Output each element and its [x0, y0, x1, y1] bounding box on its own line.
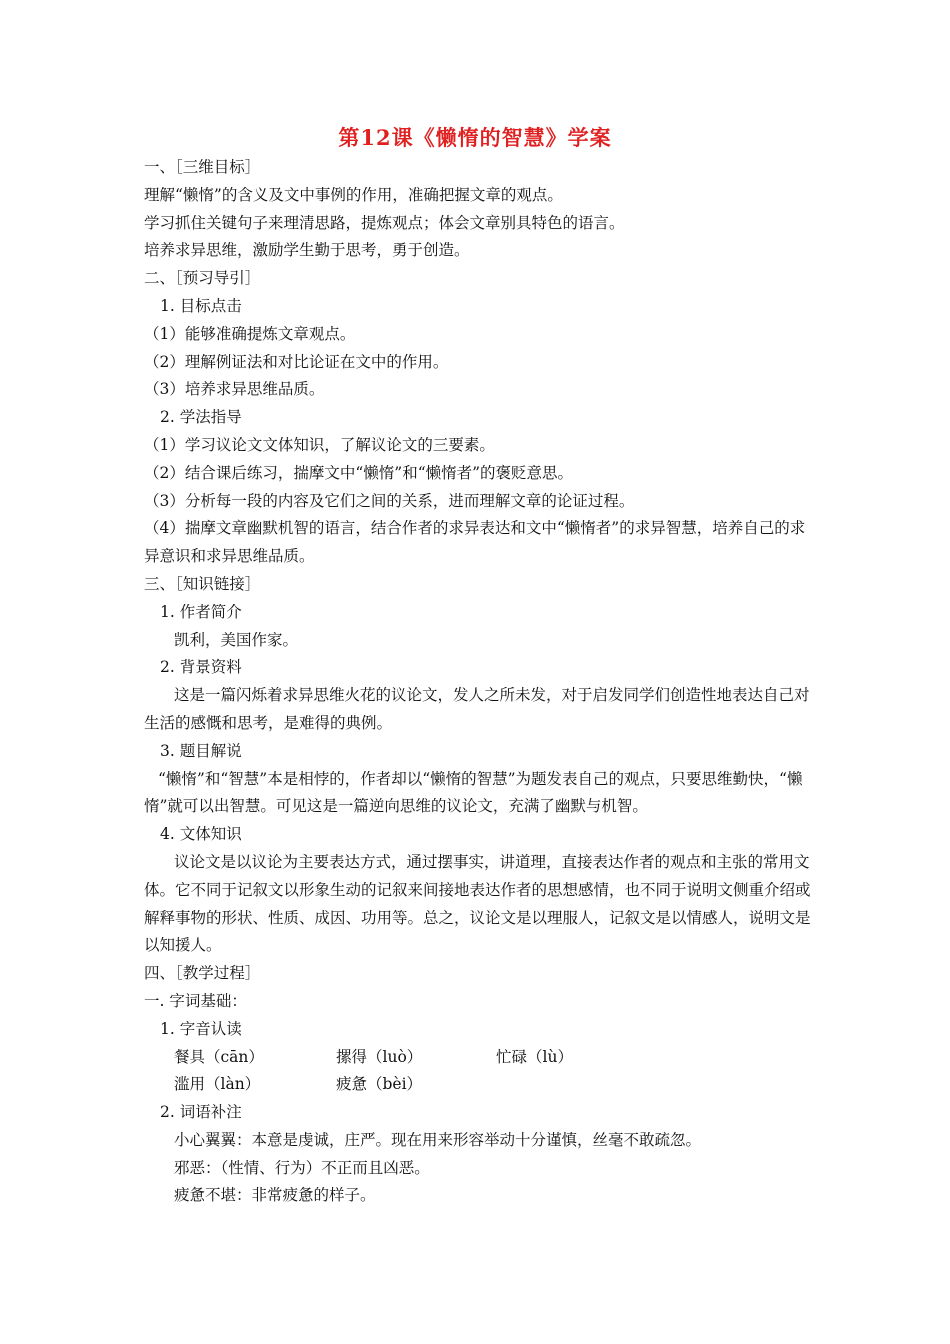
section-heading-objectives: 一、［三维目标］: [144, 158, 261, 176]
document-body: [144, 154, 812, 1210]
subheading-word-notes: 2. 词语补注: [160, 1103, 242, 1122]
subheading-method: 2. 学法指导: [160, 408, 242, 427]
section-heading-preview: 二、［预习导引］: [144, 269, 261, 288]
section-heading-knowledge: 三、［知识链接］: [144, 574, 261, 593]
title-explanation-text: “懒惰”和“智慧”本是相悖的，作者却以“懒惰的智慧”为题发表自己的观点，只要思维勤快，“懒惰”就可以出智慧。可见这是一篇逆向思维的议论文，充满了幽默与机智。: [144, 769, 803, 816]
section-heading-process: 四、［教学过程］: [144, 964, 261, 983]
objective-line: 培养求异思维，激励学生勤于思考，勇于创造。: [144, 241, 470, 260]
subheading-title-explanation: 3. 题目解说: [160, 741, 242, 760]
background-text: 这是一篇闪烁着求异思维火花的议论文，发人之所未发，对于启发同学们创造性地表达自己对生活的感慨和思考，是难得的典例。: [144, 686, 810, 732]
pronunciation-row: [144, 1044, 812, 1072]
subheading-pronunciation: 1. 字音认读: [160, 1019, 242, 1038]
word-note: 邪恶：（性情、行为）不正而且凶恶。: [174, 1158, 430, 1177]
pronunciation-item: 摞得（luò）: [336, 1047, 423, 1066]
subheading-genre: 4. 文体知识: [160, 825, 242, 844]
list-item: （3）培养求异思维品质。: [144, 380, 325, 399]
pronunciation-row: [144, 1071, 812, 1099]
pronunciation-item: 忙碌（lù）: [496, 1047, 573, 1066]
subheading-background: 2. 背景资料: [160, 658, 242, 677]
list-item: （1）能够准确提炼文章观点。: [144, 324, 356, 343]
word-note: 小心翼翼：本意是虔诚，庄严。现在用来形容举动十分谨慎，丝毫不敢疏忽。: [174, 1130, 702, 1149]
author-text: 凯利，美国作家。: [174, 630, 299, 649]
pronunciation-item: 餐具（cān）: [174, 1047, 264, 1066]
word-note: 疲惫不堪：非常疲惫的样子。: [174, 1186, 376, 1205]
list-item: （3）分析每一段的内容及它们之间的关系，进而理解文章的论证过程。: [144, 491, 635, 510]
subheading-author: 1. 作者简介: [160, 602, 242, 621]
list-item: （1）学习议论文文体知识，了解议论文的三要素。: [144, 435, 495, 454]
pronunciation-item: 疲惫（bèi）: [336, 1075, 423, 1094]
genre-text: 议论文是以议论为主要表达方式，通过摆事实，讲道理，直接表达作者的观点和主张的常用文体。它不同于记叙文以形象生动的记叙来间接地表达作者的思想感情，也不同于说明文侧重介绍或解释事物的形状、性质、成因、功用等。总之，议论文是以理服人，记叙文是以情感人，说明文是以知援人。: [144, 852, 811, 955]
list-item: （2）结合课后练习，揣摩文中“懒惰”和“懒惰者”的褒贬意思。: [144, 463, 574, 482]
subheading-goals: 1. 目标点击: [160, 296, 242, 315]
document-title: 第12课《懒惰的智慧》学案: [338, 125, 612, 150]
pronunciation-item: 滥用（làn）: [174, 1075, 261, 1094]
list-item: （4）揣摩文章幽默机智的语言，结合作者的求异表达和文中“懒惰者”的求异智慧，培养自己的求异意识和求异思维品质。: [144, 519, 806, 566]
list-item: （2）理解例证法和对比论证在文中的作用。: [144, 352, 449, 371]
part-heading-vocabulary: 一. 字词基础：: [144, 991, 247, 1010]
objective-line: 学习抓住关键句子来理清思路，提炼观点；体会文章别具特色的语言。: [144, 213, 625, 232]
objective-line: 理解“懒惰”的含义及文中事例的作用，准确把握文章的观点。: [144, 185, 563, 204]
